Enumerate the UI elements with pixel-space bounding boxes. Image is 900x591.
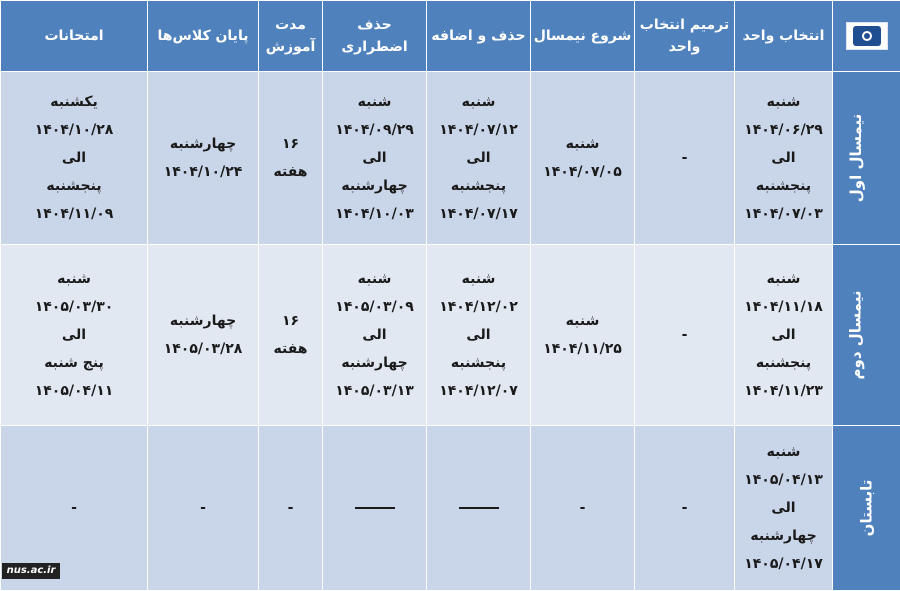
col-header-emergency-drop: حذف اضطراری bbox=[323, 1, 427, 72]
duration-cell: ۱۶ هفته bbox=[259, 245, 323, 426]
exams-cell: یکشنبه ۱۴۰۴/۱۰/۲۸ الی پنجشنبه ۱۴۰۴/۱۱/۰۹ bbox=[1, 72, 148, 245]
row-header-first-semester: نیمسال اول bbox=[833, 72, 900, 245]
selection-cell: شنبه ۱۴۰۴/۱۱/۱۸ الی پنجشنبه ۱۴۰۴/۱۱/۲۳ bbox=[735, 245, 833, 426]
selection-cell: شنبه ۱۴۰۵/۰۴/۱۳ الی چهارشنبه ۱۴۰۵/۰۴/۱۷ bbox=[735, 426, 833, 591]
university-logo-icon bbox=[846, 22, 888, 50]
semester-start-cell: شنبه ۱۴۰۴/۰۷/۰۵ bbox=[531, 72, 635, 245]
emergency-drop-cell: شنبه ۱۴۰۴/۰۹/۲۹ الی چهارشنبه ۱۴۰۴/۱۰/۰۳ bbox=[323, 72, 427, 245]
header-row bbox=[1, 1, 900, 72]
add-drop-cell bbox=[427, 426, 531, 591]
amendment-cell: - bbox=[635, 426, 735, 591]
semester-start-cell: - bbox=[531, 426, 635, 591]
long-dash bbox=[355, 507, 395, 509]
col-header-amendment: ترمیم انتخاب واحد bbox=[635, 1, 735, 72]
exams-cell: - bbox=[1, 426, 148, 591]
selection-cell: شنبه ۱۴۰۴/۰۶/۲۹ الی پنجشنبه ۱۴۰۴/۰۷/۰۳ bbox=[735, 72, 833, 245]
logo-cell bbox=[833, 1, 900, 72]
table-row bbox=[1, 426, 900, 591]
duration-cell: - bbox=[259, 426, 323, 591]
row-header-second-semester: نیمسال دوم bbox=[833, 245, 900, 426]
emergency-drop-cell: شنبه ۱۴۰۵/۰۳/۰۹ الی چهارشنبه ۱۴۰۵/۰۳/۱۳ bbox=[323, 245, 427, 426]
long-dash bbox=[459, 507, 499, 509]
col-header-duration: مدت آموزش bbox=[259, 1, 323, 72]
col-header-add-drop: حذف و اضافه bbox=[427, 1, 531, 72]
emergency-drop-cell bbox=[323, 426, 427, 591]
duration-cell: ۱۶ هفته bbox=[259, 72, 323, 245]
classes-end-cell: - bbox=[148, 426, 259, 591]
row-header-summer: تابستان bbox=[833, 426, 900, 591]
table-row bbox=[1, 72, 900, 245]
watermark: nus.ac.ir bbox=[2, 563, 60, 579]
add-drop-cell: شنبه ۱۴۰۴/۰۷/۱۲ الی پنجشنبه ۱۴۰۴/۰۷/۱۷ bbox=[427, 72, 531, 245]
amendment-cell: - bbox=[635, 72, 735, 245]
add-drop-cell: شنبه ۱۴۰۴/۱۲/۰۲ الی پنجشنبه ۱۴۰۴/۱۲/۰۷ bbox=[427, 245, 531, 426]
classes-end-cell: چهارشنبه ۱۴۰۴/۱۰/۲۴ bbox=[148, 72, 259, 245]
col-header-semester-start: شروع نیمسال bbox=[531, 1, 635, 72]
semester-start-cell: شنبه ۱۴۰۴/۱۱/۲۵ bbox=[531, 245, 635, 426]
amendment-cell: - bbox=[635, 245, 735, 426]
table-row bbox=[1, 245, 900, 426]
classes-end-cell: چهارشنبه ۱۴۰۵/۰۳/۲۸ bbox=[148, 245, 259, 426]
col-header-exams: امتحانات bbox=[1, 1, 148, 72]
exams-cell: شنبه ۱۴۰۵/۰۳/۳۰ الی پنج شنبه ۱۴۰۵/۰۴/۱۱ bbox=[1, 245, 148, 426]
col-header-selection: انتخاب واحد bbox=[735, 1, 833, 72]
col-header-classes-end: پایان کلاس‌ها bbox=[148, 1, 259, 72]
